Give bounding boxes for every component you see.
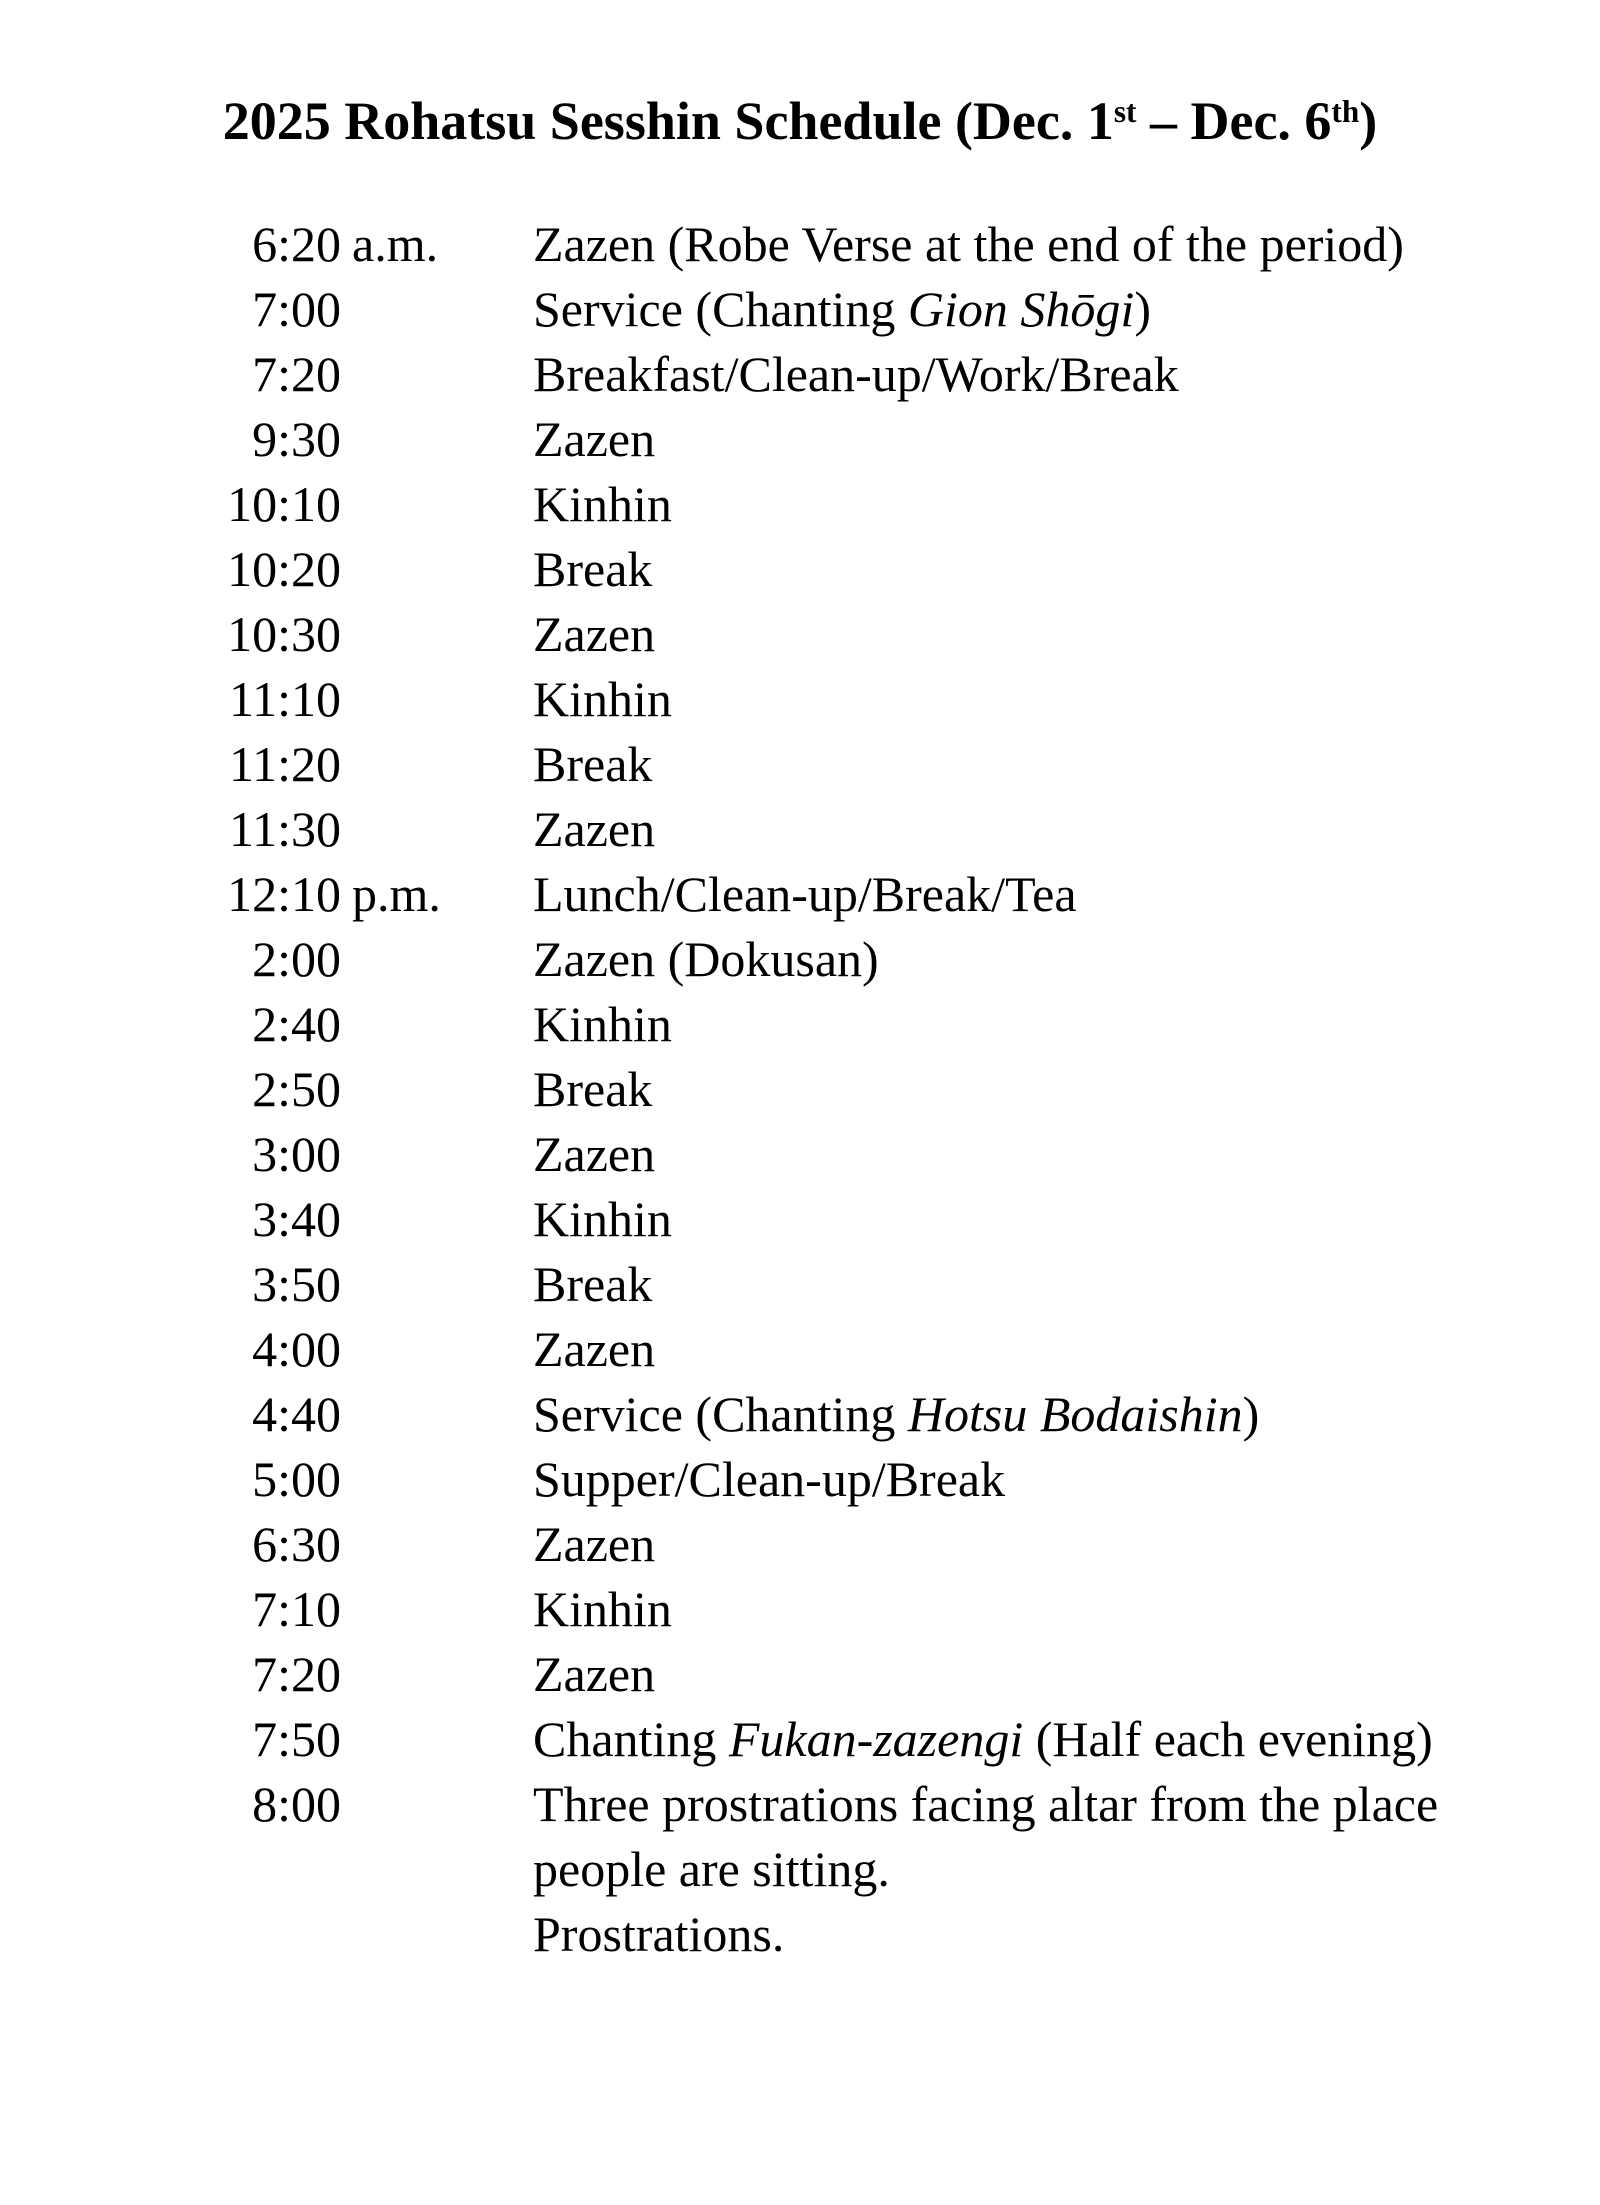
activity-line <box>533 277 1600 342</box>
time-cell: 2:00 <box>252 931 341 988</box>
schedule-row <box>0 472 1600 537</box>
schedule-table <box>0 212 1600 1967</box>
document-page <box>0 85 1600 2205</box>
activity-cell <box>533 732 1600 797</box>
title-superscript: th <box>1331 94 1360 129</box>
activity-line <box>533 1902 1600 1967</box>
activity-line <box>533 992 1600 1057</box>
text-segment: Break <box>533 736 653 793</box>
time-cell: 7:10 <box>252 1581 341 1638</box>
time-cell: 6:20 <box>252 216 341 273</box>
activity-cell <box>533 667 1600 732</box>
text-segment: 2025 Rohatsu Sesshin Schedule (Dec. 1 <box>222 91 1114 152</box>
activity-cell <box>533 212 1600 277</box>
activity-cell <box>533 1707 1600 1772</box>
meridiem-label <box>341 1512 533 1577</box>
text-segment: Fukan-zazengi <box>728 1711 1024 1768</box>
text-segment: Zazen <box>533 606 656 663</box>
text-segment: Prostrations. <box>533 1906 785 1963</box>
text-segment: Kinhin <box>533 671 672 728</box>
time-cell: 10:10 <box>227 476 341 533</box>
time-cell: 6:30 <box>252 1516 341 1573</box>
text-segment: Breakfast/Clean-up/Work/Break <box>533 346 1179 403</box>
text-segment: Gion Shōgi <box>907 281 1135 338</box>
text-segment: ) <box>1242 1386 1260 1443</box>
meridiem-label <box>341 1772 533 1967</box>
text-segment: (Half each evening) <box>1023 1711 1433 1768</box>
meridiem-label <box>341 667 533 732</box>
activity-cell <box>533 927 1600 992</box>
time-cell: 7:00 <box>252 281 341 338</box>
schedule-row <box>0 602 1600 667</box>
schedule-row <box>0 277 1600 342</box>
meridiem-label <box>341 927 533 992</box>
text-segment: Service (Chanting <box>533 281 908 338</box>
activity-line <box>533 1642 1600 1707</box>
schedule-row <box>0 1382 1600 1447</box>
time-cell: 2:50 <box>252 1061 341 1118</box>
activity-line <box>533 927 1600 992</box>
activity-line <box>533 1382 1600 1447</box>
meridiem-label <box>341 992 533 1057</box>
time-cell: 11:20 <box>228 736 341 793</box>
activity-line <box>533 1577 1600 1642</box>
schedule-row <box>0 1447 1600 1512</box>
meridiem-label <box>341 1187 533 1252</box>
text-segment: Lunch/Clean-up/Break/Tea <box>533 866 1077 923</box>
activity-line <box>533 342 1600 407</box>
time-cell: 12:10 <box>227 866 341 923</box>
page-title <box>0 85 1600 152</box>
schedule-row <box>0 342 1600 407</box>
activity-line <box>533 212 1600 277</box>
time-cell: 9:30 <box>252 411 341 468</box>
meridiem-label <box>341 1642 533 1707</box>
activity-cell <box>533 1447 1600 1512</box>
activity-cell <box>533 862 1600 927</box>
meridiem-label: a.m. <box>352 216 439 273</box>
schedule-row <box>0 992 1600 1057</box>
schedule-row <box>0 407 1600 472</box>
text-segment: Kinhin <box>533 996 672 1053</box>
activity-line <box>533 1512 1600 1577</box>
meridiem-label <box>341 797 533 862</box>
activity-line <box>533 1252 1600 1317</box>
meridiem-label <box>341 277 533 342</box>
meridiem-label <box>341 1382 533 1447</box>
schedule-row <box>0 1772 1600 1967</box>
activity-line <box>533 1837 1600 1902</box>
meridiem-label <box>341 342 533 407</box>
text-segment: Break <box>533 1256 653 1313</box>
time-cell: 7:50 <box>252 1711 341 1768</box>
time-cell: 4:40 <box>252 1386 341 1443</box>
activity-line <box>533 1122 1600 1187</box>
title-superscript: st <box>1113 94 1137 129</box>
activity-line <box>533 537 1600 602</box>
activity-cell <box>533 1057 1600 1122</box>
activity-cell <box>533 1772 1600 1967</box>
meridiem-label <box>341 1577 533 1642</box>
text-segment: Break <box>533 541 653 598</box>
time-cell: 3:00 <box>252 1126 341 1183</box>
schedule-row <box>0 1317 1600 1382</box>
meridiem-label <box>341 1122 533 1187</box>
activity-cell <box>533 1642 1600 1707</box>
activity-line <box>533 732 1600 797</box>
activity-line <box>533 1447 1600 1512</box>
text-segment: Service (Chanting <box>533 1386 908 1443</box>
meridiem-label <box>341 1447 533 1512</box>
activity-line <box>533 1187 1600 1252</box>
time-cell: 8:00 <box>252 1776 341 1833</box>
activity-cell <box>533 1187 1600 1252</box>
schedule-row <box>0 1057 1600 1122</box>
schedule-row <box>0 1577 1600 1642</box>
meridiem-label <box>341 1707 533 1772</box>
schedule-row <box>0 1187 1600 1252</box>
text-segment: Zazen <box>533 1516 656 1573</box>
activity-line <box>533 1317 1600 1382</box>
schedule-row <box>0 537 1600 602</box>
activity-cell <box>533 1382 1600 1447</box>
schedule-row <box>0 1642 1600 1707</box>
text-segment: Zazen <box>533 411 656 468</box>
meridiem-label <box>341 1317 533 1382</box>
schedule-row <box>0 927 1600 992</box>
activity-cell <box>533 342 1600 407</box>
activity-line <box>533 602 1600 667</box>
schedule-row <box>0 1122 1600 1187</box>
time-cell: 2:40 <box>252 996 341 1053</box>
activity-line <box>533 1772 1600 1837</box>
schedule-row <box>0 797 1600 862</box>
activity-cell <box>533 1512 1600 1577</box>
text-segment: Zazen (Dokusan) <box>533 931 879 988</box>
activity-cell <box>533 1252 1600 1317</box>
time-cell: 10:20 <box>227 541 341 598</box>
meridiem-label <box>341 602 533 667</box>
text-segment: Break <box>533 1061 653 1118</box>
time-cell: 3:40 <box>252 1191 341 1248</box>
text-segment: Chanting <box>533 1711 729 1768</box>
activity-cell <box>533 1317 1600 1382</box>
time-cell: 11:30 <box>228 801 341 858</box>
time-cell: 4:00 <box>252 1321 341 1378</box>
time-cell: 7:20 <box>252 346 341 403</box>
text-segment: Three prostrations facing altar from the place <box>533 1776 1439 1833</box>
schedule-row <box>0 212 1600 277</box>
schedule-row <box>0 1707 1600 1772</box>
time-cell: 11:10 <box>228 671 341 728</box>
meridiem-label <box>341 407 533 472</box>
meridiem-label <box>341 1057 533 1122</box>
time-cell: 3:50 <box>252 1256 341 1313</box>
text-segment: Zazen <box>533 1126 656 1183</box>
text-segment: Kinhin <box>533 1581 672 1638</box>
schedule-row <box>0 1252 1600 1317</box>
meridiem-label <box>341 732 533 797</box>
schedule-row <box>0 1512 1600 1577</box>
schedule-row <box>0 862 1600 927</box>
schedule-row <box>0 732 1600 797</box>
activity-line <box>533 862 1600 927</box>
activity-cell <box>533 992 1600 1057</box>
time-cell: 10:30 <box>227 606 341 663</box>
activity-line <box>533 667 1600 732</box>
activity-cell <box>533 537 1600 602</box>
activity-line <box>533 472 1600 537</box>
schedule-row <box>0 667 1600 732</box>
text-segment: Zazen <box>533 1321 656 1378</box>
meridiem-label <box>341 537 533 602</box>
activity-cell <box>533 602 1600 667</box>
text-segment: ) <box>1359 91 1378 152</box>
text-segment: Supper/Clean-up/Break <box>533 1451 1006 1508</box>
time-cell: 7:20 <box>252 1646 341 1703</box>
meridiem-label <box>341 1252 533 1317</box>
text-segment: Zazen <box>533 1646 656 1703</box>
text-segment: ) <box>1134 281 1151 338</box>
activity-cell <box>533 277 1600 342</box>
activity-line <box>533 407 1600 472</box>
text-segment: Kinhin <box>533 1191 672 1248</box>
activity-cell <box>533 1577 1600 1642</box>
text-segment: Kinhin <box>533 476 672 533</box>
activity-line <box>533 1057 1600 1122</box>
text-segment: – Dec. 6 <box>1136 91 1332 152</box>
time-cell: 5:00 <box>252 1451 341 1508</box>
activity-line <box>533 1707 1600 1772</box>
text-segment: Zazen (Robe Verse at the end of the period) <box>533 216 1404 273</box>
activity-cell <box>533 472 1600 537</box>
activity-line <box>533 797 1600 862</box>
activity-cell <box>533 797 1600 862</box>
activity-cell <box>533 407 1600 472</box>
meridiem-label <box>341 472 533 537</box>
activity-cell <box>533 1122 1600 1187</box>
meridiem-label: p.m. <box>352 866 441 923</box>
text-segment: people are sitting. <box>533 1841 890 1898</box>
text-segment: Zazen <box>533 801 656 858</box>
text-segment: Hotsu Bodaishin <box>907 1386 1243 1443</box>
